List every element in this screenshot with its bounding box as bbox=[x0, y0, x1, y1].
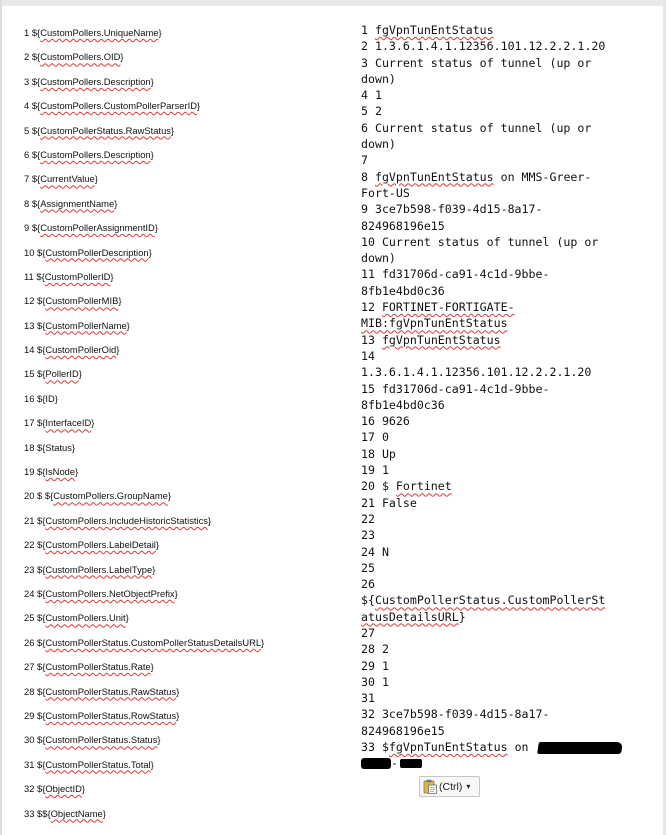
line-prefix: 13 $ bbox=[24, 319, 43, 331]
value-text: 32 3ce7b598-f039-4d15-8a17- bbox=[361, 707, 550, 722]
line-prefix: 33 $$ bbox=[24, 807, 48, 819]
left-line bbox=[24, 533, 344, 557]
variable-text: } bbox=[170, 124, 175, 136]
value-text: 3 Current status of tunnel (up or bbox=[361, 55, 592, 70]
value-text: down) bbox=[361, 137, 396, 152]
variable-text: { bbox=[42, 563, 46, 575]
right-line bbox=[361, 185, 651, 201]
variable-text: { bbox=[42, 539, 46, 551]
value-text: 33 $ bbox=[361, 740, 389, 755]
value-text: FORTINET-FORTIGATE- bbox=[381, 300, 515, 315]
right-line bbox=[361, 103, 651, 119]
line-prefix: 4 $ bbox=[24, 100, 38, 112]
value-text: 15 fd31706d-ca91-4c1d-9bbe- bbox=[361, 381, 550, 396]
value-text: 8 bbox=[361, 169, 375, 184]
variable-text: { bbox=[37, 75, 41, 87]
value-text: 6 Current status of tunnel (up or bbox=[361, 120, 592, 135]
right-line bbox=[361, 201, 651, 217]
line-prefix: 6 $ bbox=[24, 148, 38, 160]
variable-text: } bbox=[150, 148, 154, 160]
value-text: 21 False bbox=[361, 495, 417, 510]
line-prefix: 16 $ bbox=[24, 392, 43, 404]
line-prefix: 20 $ $ bbox=[24, 490, 51, 502]
right-line bbox=[361, 397, 651, 413]
variable-text: { bbox=[42, 368, 46, 380]
right-line bbox=[361, 609, 651, 625]
variable-text: CustomPollers.LabelDetail bbox=[45, 539, 156, 551]
right-line bbox=[361, 592, 651, 608]
variable-text: { bbox=[37, 27, 41, 38]
line-prefix: 8 $ bbox=[24, 197, 38, 209]
variable-text: } bbox=[78, 368, 82, 380]
right-line bbox=[361, 723, 651, 739]
line-prefix: 7 $ bbox=[24, 173, 38, 185]
value-text: 7 bbox=[361, 153, 368, 168]
variable-text: } bbox=[75, 466, 79, 478]
line-prefix: 17 $ bbox=[24, 417, 43, 429]
line-prefix: 30 $ bbox=[24, 734, 43, 746]
variable-text: } bbox=[150, 661, 154, 673]
variable-text: } bbox=[155, 539, 159, 551]
value-text: 8fb1e4bd0c36 bbox=[361, 283, 445, 298]
variable-text: CustomPollers.NetObjectPrefix bbox=[45, 587, 175, 599]
left-line bbox=[24, 45, 344, 69]
value-text: 28 2 bbox=[361, 642, 389, 657]
right-line bbox=[361, 348, 651, 364]
value-text: 824968196e15 bbox=[361, 723, 445, 738]
variable-text: CustomPollerOid bbox=[45, 344, 117, 356]
variable-text: } bbox=[176, 685, 180, 697]
variable-text: { bbox=[42, 514, 46, 526]
variable-text: } bbox=[197, 100, 201, 112]
right-line bbox=[361, 120, 651, 136]
variable-text: } bbox=[174, 587, 178, 599]
variable-text: { bbox=[37, 222, 41, 234]
variable-text: } bbox=[150, 75, 154, 87]
right-line-redacted bbox=[361, 755, 651, 771]
left-line bbox=[24, 387, 344, 411]
variable-text: CustomPollerStatus.RowStatus bbox=[45, 709, 177, 721]
value-text: 1.3.6.1.4.1.12356.101.12.2.2.1.20 bbox=[361, 365, 592, 380]
value-text: 14 bbox=[361, 348, 375, 363]
right-line bbox=[361, 625, 651, 641]
right-line bbox=[361, 250, 651, 266]
variable-text: { bbox=[41, 270, 45, 282]
right-line bbox=[361, 266, 651, 282]
value-text: Fortinet bbox=[395, 479, 452, 494]
variable-text: CustomPollerName bbox=[45, 319, 127, 331]
left-line bbox=[24, 216, 344, 240]
right-line bbox=[361, 136, 651, 152]
variable-text: { bbox=[42, 636, 46, 648]
variable-text: CurrentValue bbox=[40, 173, 95, 185]
variable-text: { bbox=[42, 783, 46, 795]
left-line bbox=[24, 362, 344, 386]
line-prefix: 10 $ bbox=[24, 246, 43, 258]
value-text: 5 2 bbox=[361, 104, 382, 119]
left-line bbox=[24, 680, 344, 704]
value-text: 23 bbox=[361, 528, 375, 543]
value-text: 17 0 bbox=[361, 430, 389, 445]
left-line bbox=[24, 411, 344, 435]
left-line bbox=[24, 21, 344, 45]
line-prefix: 29 $ bbox=[24, 709, 43, 721]
variable-text: { bbox=[42, 466, 46, 478]
variable-text: CustomPollerStatus.Status bbox=[45, 734, 158, 746]
line-prefix: 26 $ bbox=[24, 636, 43, 648]
variable-text: CustomPollers.CustomPollerParserID bbox=[40, 100, 198, 112]
value-text: down) bbox=[361, 251, 396, 266]
line-prefix: 12 $ bbox=[24, 295, 43, 307]
line-prefix: 23 $ bbox=[24, 563, 43, 575]
variable-text: } bbox=[148, 246, 152, 258]
variable-text: } bbox=[118, 295, 122, 307]
line-prefix: 9 $ bbox=[24, 222, 38, 234]
variable-text: } bbox=[207, 514, 212, 526]
redaction-mark bbox=[400, 759, 422, 768]
right-line bbox=[361, 495, 651, 511]
left-line bbox=[24, 241, 344, 265]
value-text: on MMS-Greer- bbox=[493, 169, 592, 184]
variable-text: { bbox=[42, 709, 46, 721]
right-line bbox=[361, 462, 651, 478]
value-text: fgVpnTunEntStatus bbox=[388, 740, 508, 755]
variable-text: CustomPollerID bbox=[44, 270, 111, 282]
value-text: 13 bbox=[361, 332, 382, 347]
paste-options-label: (Ctrl) bbox=[439, 780, 463, 793]
left-column-variables bbox=[24, 21, 344, 826]
left-line bbox=[24, 606, 344, 630]
variable-text: CustomPollers.Description bbox=[40, 75, 151, 87]
value-text: MIB:fgVpnTunEntStatus bbox=[361, 316, 508, 331]
right-line bbox=[361, 641, 651, 657]
right-line bbox=[361, 527, 651, 543]
variable-text: CustomPollerStatus.RawStatus bbox=[40, 124, 171, 136]
variable-text: { bbox=[42, 587, 46, 599]
variable-text: ObjectID bbox=[45, 783, 82, 795]
redaction-mark bbox=[537, 742, 623, 754]
left-line bbox=[24, 436, 344, 460]
right-column-values bbox=[361, 22, 651, 772]
variable-text: } bbox=[154, 222, 158, 234]
variable-text: } bbox=[150, 758, 154, 770]
variable-text: CustomPollerMIB bbox=[45, 295, 119, 307]
value-text: CustomPollerStatus.CustomPollerSt bbox=[374, 593, 606, 608]
value-text: 4 1 bbox=[361, 88, 382, 103]
variable-text: { bbox=[42, 295, 46, 307]
right-line bbox=[361, 218, 651, 234]
value-text: Fort-US bbox=[361, 185, 410, 200]
value-text: 25 bbox=[361, 560, 375, 575]
variable-text: CustomPollers.Unit bbox=[45, 612, 126, 624]
left-line bbox=[24, 558, 344, 582]
right-line bbox=[361, 299, 651, 315]
right-line bbox=[361, 22, 651, 38]
right-line bbox=[361, 87, 651, 103]
right-line bbox=[361, 576, 651, 592]
right-line bbox=[361, 315, 651, 331]
left-line bbox=[24, 460, 344, 484]
variable-text: CustomPollers.IncludeHistoricStatistics bbox=[45, 514, 208, 526]
left-line bbox=[24, 753, 344, 777]
right-line bbox=[361, 658, 651, 674]
value-text: on bbox=[507, 740, 536, 755]
variable-text: AssignmentName bbox=[40, 197, 115, 209]
line-prefix: 32 $ bbox=[24, 783, 43, 795]
variable-text: CustomPollerDescription bbox=[45, 246, 149, 258]
value-text: fgVpnTunEntStatus bbox=[374, 169, 494, 184]
variable-text: } bbox=[167, 490, 171, 502]
variable-text: } bbox=[91, 417, 95, 429]
value-text: 19 1 bbox=[361, 463, 389, 478]
left-line bbox=[24, 728, 344, 752]
value-text: 27 bbox=[361, 625, 375, 640]
variable-text: { bbox=[42, 661, 46, 673]
value-text: fgVpnTunEntStatus bbox=[381, 332, 501, 347]
line-prefix: 1 $ bbox=[24, 27, 38, 38]
variable-text: { bbox=[42, 246, 46, 258]
line-prefix: 27 $ bbox=[24, 661, 43, 673]
value-text: fgVpnTunEntStatus bbox=[374, 23, 494, 37]
line-prefix: 3 $ bbox=[24, 75, 38, 87]
value-text: atusDetailsURL bbox=[361, 609, 459, 624]
line-prefix: 31 $ bbox=[24, 758, 43, 770]
variable-text: { bbox=[37, 51, 41, 63]
value-text: 29 1 bbox=[361, 658, 389, 673]
left-line bbox=[24, 119, 344, 143]
paste-options-button[interactable] bbox=[419, 776, 480, 797]
left-line bbox=[24, 655, 344, 679]
left-line bbox=[24, 777, 344, 801]
value-text: ${ bbox=[361, 593, 375, 608]
variable-text: } bbox=[102, 807, 106, 819]
variable-text: } bbox=[126, 319, 130, 331]
left-line bbox=[24, 94, 344, 118]
variable-text: { bbox=[42, 685, 46, 697]
variable-text: { bbox=[42, 417, 46, 429]
left-line bbox=[24, 143, 344, 167]
variable-text: CustomPollerStatus.RawStatus bbox=[45, 685, 177, 697]
right-line bbox=[361, 739, 651, 755]
variable-text: InterfaceID bbox=[45, 417, 92, 429]
value-text: down) bbox=[361, 71, 396, 86]
right-line bbox=[361, 364, 651, 380]
left-line bbox=[24, 704, 344, 728]
value-text: 8fb1e4bd0c36 bbox=[361, 397, 445, 412]
variable-text: { bbox=[42, 344, 46, 356]
variable-text: CustomPollerAssignmentID bbox=[40, 222, 155, 234]
variable-text: CustomPollers.LabelType bbox=[45, 563, 153, 575]
variable-text: CustomPollers.Description bbox=[40, 148, 151, 160]
right-line bbox=[361, 544, 651, 560]
right-line bbox=[361, 478, 651, 494]
variable-text: } bbox=[152, 563, 156, 575]
line-prefix: 22 $ bbox=[24, 539, 43, 551]
left-line bbox=[24, 70, 344, 94]
left-line bbox=[24, 582, 344, 606]
value-text: - bbox=[391, 756, 398, 771]
right-line bbox=[361, 690, 651, 706]
right-line bbox=[361, 429, 651, 445]
line-prefix: 11 $ bbox=[24, 270, 42, 282]
variable-text: } bbox=[261, 636, 265, 648]
variable-text: } bbox=[81, 783, 86, 795]
right-line bbox=[361, 283, 651, 299]
variable-text: { bbox=[37, 124, 41, 136]
variable-text: CustomPollers.UniqueName bbox=[40, 27, 159, 38]
right-line bbox=[361, 706, 651, 722]
value-text: 1 bbox=[361, 23, 375, 37]
chevron-down-icon: ▾ bbox=[466, 782, 471, 791]
left-line bbox=[24, 167, 344, 191]
right-line bbox=[361, 674, 651, 690]
right-line bbox=[361, 413, 651, 429]
line-prefix: 25 $ bbox=[24, 612, 43, 624]
value-text: 824968196e15 bbox=[361, 218, 445, 233]
variable-text: { bbox=[42, 758, 46, 770]
value-text: 12 bbox=[361, 300, 382, 315]
line-prefix: 28 $ bbox=[24, 685, 43, 697]
value-text: 9 3ce7b598-f039-4d15-8a17- bbox=[361, 202, 543, 217]
left-line bbox=[24, 338, 344, 362]
value-text: 31 bbox=[361, 691, 375, 706]
left-line bbox=[24, 631, 344, 655]
variable-text: CustomPollerStatus.Total bbox=[45, 758, 151, 770]
variable-text: CustomPollerStatus.CustomPollerStatusDetailsURL bbox=[45, 636, 262, 648]
variable-text: } bbox=[114, 197, 118, 209]
clipboard-icon bbox=[423, 779, 437, 794]
value-text: 26 bbox=[361, 577, 375, 592]
variable-text: IsNode bbox=[45, 466, 76, 478]
variable-text: { bbox=[37, 173, 41, 185]
variable-text: { bbox=[47, 807, 51, 819]
variable-text: { bbox=[37, 148, 41, 160]
value-text: 24 N bbox=[361, 544, 389, 559]
right-line bbox=[361, 169, 651, 185]
variable-text: } bbox=[176, 709, 180, 721]
line-prefix: 21 $ bbox=[24, 514, 43, 526]
variable-text: } bbox=[120, 51, 124, 63]
variable-text: } bbox=[158, 27, 162, 38]
right-line bbox=[361, 446, 651, 462]
redaction-mark bbox=[361, 758, 391, 769]
right-line bbox=[361, 38, 651, 54]
variable-text: } bbox=[157, 734, 161, 746]
variable-text: ObjectName bbox=[50, 807, 103, 819]
right-line bbox=[361, 560, 651, 576]
value-text: 2 1.3.6.1.4.1.12356.101.12.2.2.1.20 bbox=[361, 39, 606, 54]
left-line bbox=[24, 265, 344, 289]
variable-text: } bbox=[110, 270, 114, 282]
line-prefix: 2 $ bbox=[24, 51, 38, 63]
right-line bbox=[361, 152, 651, 168]
left-line bbox=[24, 509, 344, 533]
page-top-edge bbox=[0, 0, 666, 6]
line-prefix: 14 $ bbox=[24, 344, 43, 356]
left-line bbox=[24, 484, 344, 508]
variable-text: CustomPollers.GroupName bbox=[53, 490, 168, 502]
page-left-edge bbox=[0, 0, 2, 835]
left-line bbox=[24, 314, 344, 338]
left-line bbox=[24, 192, 344, 216]
left-line bbox=[24, 289, 344, 313]
variable-text: PollerID bbox=[45, 368, 79, 380]
variable-text: CustomPollerStatus.Rate bbox=[45, 661, 151, 673]
variable-text: {ID} bbox=[42, 392, 58, 404]
value-text: 30 1 bbox=[361, 674, 389, 689]
variable-text: {Status} bbox=[42, 441, 76, 453]
line-prefix: 24 $ bbox=[24, 587, 43, 599]
variable-text: { bbox=[37, 100, 41, 112]
variable-text: { bbox=[42, 612, 46, 624]
line-prefix: 19 $ bbox=[24, 466, 43, 478]
variable-text: { bbox=[42, 734, 46, 746]
value-text: 20 $ bbox=[361, 479, 396, 494]
value-text: 22 bbox=[361, 511, 375, 526]
left-line bbox=[24, 802, 344, 826]
right-line bbox=[361, 381, 651, 397]
right-line bbox=[361, 511, 651, 527]
variable-text: CustomPollers.OID bbox=[40, 51, 121, 63]
value-text: 16 9626 bbox=[361, 414, 410, 429]
right-line bbox=[361, 332, 651, 348]
variable-text: } bbox=[94, 173, 98, 185]
right-line bbox=[361, 55, 651, 71]
value-text: 10 Current status of tunnel (up or bbox=[361, 234, 599, 249]
value-text: } bbox=[458, 609, 466, 624]
line-prefix: 5 $ bbox=[24, 124, 38, 136]
variable-text: { bbox=[37, 197, 41, 209]
line-prefix: 18 $ bbox=[24, 441, 43, 453]
variable-text: } bbox=[125, 612, 129, 624]
right-line bbox=[361, 234, 651, 250]
variable-text: } bbox=[116, 344, 120, 356]
value-text: 11 fd31706d-ca91-4c1d-9bbe- bbox=[361, 267, 550, 282]
value-text: 18 Up bbox=[361, 446, 396, 461]
line-prefix: 15 $ bbox=[24, 368, 43, 380]
variable-text: { bbox=[42, 319, 46, 331]
right-line bbox=[361, 71, 651, 87]
variable-text: { bbox=[50, 490, 54, 502]
